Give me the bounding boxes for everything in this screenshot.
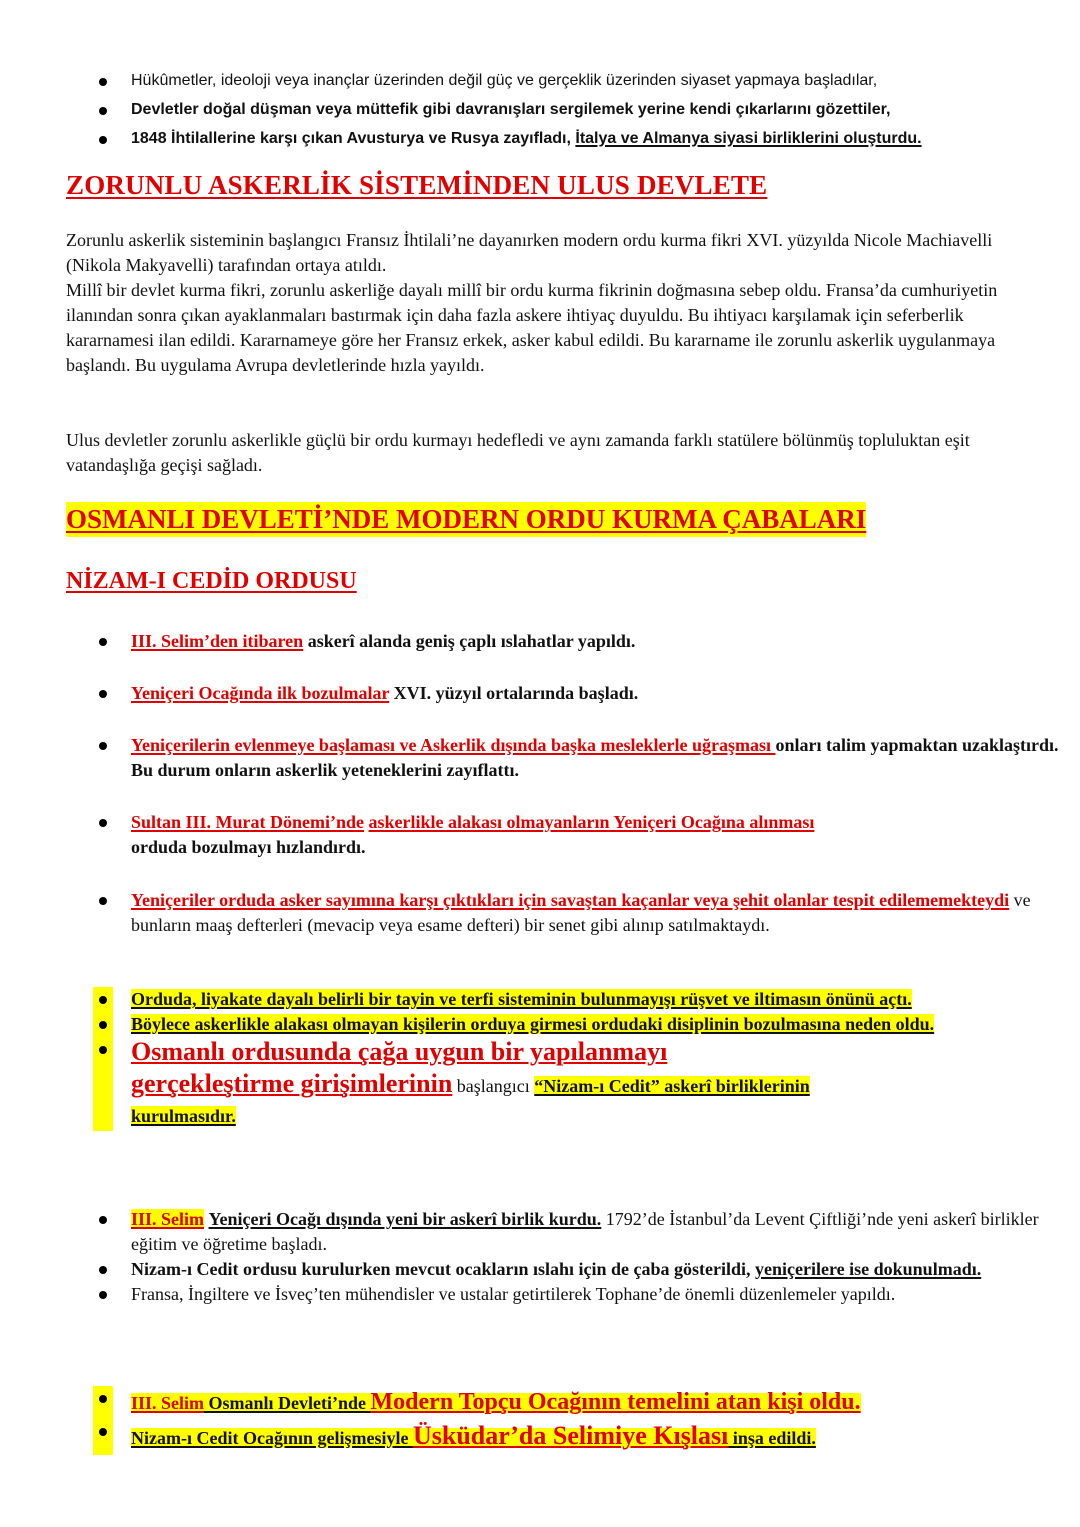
list-item: [0, 629, 1080, 654]
list-item: [0, 1419, 1080, 1455]
bullet-red-text: III. Selim: [131, 1209, 205, 1229]
bullet-red-text: Sultan III. Murat Dönemi’nde: [131, 812, 365, 832]
main-bullet-list: [0, 629, 1080, 938]
paragraph: Ulus devletler zorunlu askerlikle güçlü bir ordu kurmayı hedefledi ve aynı zamanda farklı statülere bölünmüş topluluktan eşit vatandaşlığa geçişi sağladı.: [66, 430, 970, 475]
bullet-text: Devletler doğal düşman veya müttefik gibi davranışları sergilemek yerine kendi çıkarlarını gözettiler,: [131, 101, 891, 118]
bullet-red-text: Yeniçeri Ocağında ilk bozulmalar: [131, 683, 390, 703]
bullet-text-underlined: İtalya ve Almanya siyasi birliklerini oluşturdu.: [575, 130, 922, 147]
section-heading-askerlik: ZORUNLU ASKERLİK SİSTEMİNDEN ULUS DEVLETE: [66, 170, 768, 200]
list-item: [0, 128, 1080, 157]
highlighted-bullet-list: [0, 987, 1080, 1131]
top-bullet-list: [0, 70, 1080, 157]
list-item: [0, 1012, 1080, 1037]
final-bullet-list: [0, 1386, 1080, 1455]
bullet-highlighted-text: Böylece askerlikle alakası olmayan kişilerin orduya girmesi ordudaki disiplinin bozulmasına neden oldu.: [131, 1014, 935, 1034]
bullet-red-text: III. Selim: [131, 1393, 205, 1413]
bullet-bold-text: Nizam-ı Cedit ordusu kurulurken mevcut ocakların ıslahı için de çaba gösterildi,: [131, 1259, 756, 1279]
list-item: [0, 1207, 1080, 1257]
lower-bullet-list: [0, 1207, 1080, 1307]
list-item: [0, 1257, 1080, 1282]
bullet-big-red-text: Modern Topçu Ocağının temelini atan kişi oldu.: [370, 1389, 861, 1415]
bullet-text: ve bunların maaş defterleri (mevacip veya esame defteri) bir senet gibi alınıp satılmaktaydı.: [131, 890, 1031, 935]
bullet-bold-text: Yeniçeri Ocağı dışında yeni bir askerî birlik kurdu.: [208, 1209, 602, 1229]
bullet-bold-text: Osmanlı Devleti’nde: [204, 1393, 371, 1413]
section-heading-osmanli: OSMANLI DEVLETİ’NDE MODERN ORDU KURMA ÇABALARI: [66, 502, 866, 537]
list-item: [0, 99, 1080, 128]
bullet-big-red-text: gerçekleştirme girişimlerinin: [131, 1069, 453, 1098]
list-item: [0, 810, 1080, 860]
list-item: [0, 681, 1080, 706]
bullet-red-text: Yeniçeriler orduda asker sayımına karşı çıktıkları için savaştan kaçanlar veya şehit olanlar tespit edilememekteydi: [131, 890, 1010, 910]
bullet-text: orduda bozulmayı hızlandırdı.: [131, 837, 366, 857]
bullet-text: Hükûmetler, ideoloji veya inançlar üzerinden değil güç ve gerçeklik üzerinden siyaset yapmaya başladılar,: [131, 72, 878, 89]
list-item: [0, 1386, 1080, 1419]
subheading-nizam-i-cedid: NİZAM-I CEDİD ORDUSU: [66, 568, 357, 594]
list-item: [0, 888, 1080, 938]
list-item: [0, 987, 1080, 1012]
paragraph: [66, 228, 1026, 378]
bullet-text: XVI. yüzyıl ortalarında başladı.: [389, 683, 639, 703]
bullet-text: Fransa, İngiltere ve İsveç’ten mühendisler ve ustalar getirtilerek Tophane’de önemli düzenlemeler yapıldı.: [131, 1284, 896, 1304]
list-item: [0, 1282, 1080, 1307]
bullet-highlighted-text: kurulmasıdır.: [131, 1106, 236, 1126]
paragraph-text: Zorunlu askerlik sisteminin başlangıcı Fransız İhtilali’ne dayanırken modern ordu kurma fikri XVI. yüzyılda Nicole Machiavelli (Nikola Makyavelli) tarafından ortaya atıldı.: [66, 230, 993, 275]
list-item: [0, 70, 1080, 99]
bullet-red-text: Yeniçerilerin evlenmeye başlaması ve Askerlik dışında başka mesleklerle uğraşması: [131, 735, 776, 755]
bullet-text: 1848 İhtilallerine karşı çıkan Avusturya ve Rusya zayıfladı,: [131, 130, 576, 147]
list-item: [0, 1037, 1080, 1131]
bullet-bold-text: yeniçerilere ise dokunulmadı.: [755, 1259, 982, 1279]
bullet-red-text: III. Selim’den itibaren: [131, 631, 304, 651]
bullet-bold-text: inşa edildi.: [728, 1428, 816, 1448]
bullet-highlighted-text: Orduda, liyakate dayalı belirli bir tayin ve terfi sisteminin bulunmayışı rüşvet ve iltimasın önünü açtı.: [131, 989, 912, 1009]
bullet-big-red-text: Üsküdar’da Selimiye Kışlası: [412, 1421, 729, 1450]
paragraph-text: Millî bir devlet kurma fikri, zorunlu askerliğe dayalı millî bir ordu kurma fikrinin doğmasına sebep oldu. Fransa’da cumhuriyetin ilanından sonra çıkan ayaklanmaları bastırmak için daha fazla askere ihtiyaç duyuldu. Bu ihtiyacı karşılamak için seferberlik kararnamesi ilan edildi. Kararnameye göre her Fransız erkek, asker kabul edildi. Bu kararname ile zorunlu askerlik uygulanmaya başlandı. Bu uygulama Avrupa devletlerinde hızla yayıldı.: [66, 280, 998, 375]
bullet-text: başlangıcı: [452, 1076, 535, 1096]
list-item: [0, 733, 1080, 783]
bullet-highlighted-text: “Nizam-ı Cedit” askerî birliklerinin: [534, 1076, 810, 1096]
bullet-text: 1792’de İstanbul’da Levent Çiftliği’nde yeni askerî birlikler eğitim ve öğretime başladı.: [131, 1209, 1039, 1254]
bullet-text: askerî alanda geniş çaplı ıslahatlar yapıldı.: [303, 631, 636, 651]
bullet-bold-text: Nizam-ı Cedit Ocağının gelişmesiyle: [131, 1428, 413, 1448]
bullet-text: onları talim yapmaktan uzaklaştırdı. Bu durum onların askerlik yeteneklerini zayıflattı.: [131, 735, 1059, 780]
bullet-red-text: askerlikle alakası olmayanların Yeniçeri Ocağına alınması: [368, 812, 815, 832]
bullet-big-red-text: Osmanlı ordusunda çağa uygun bir yapılanmayı: [131, 1037, 668, 1066]
